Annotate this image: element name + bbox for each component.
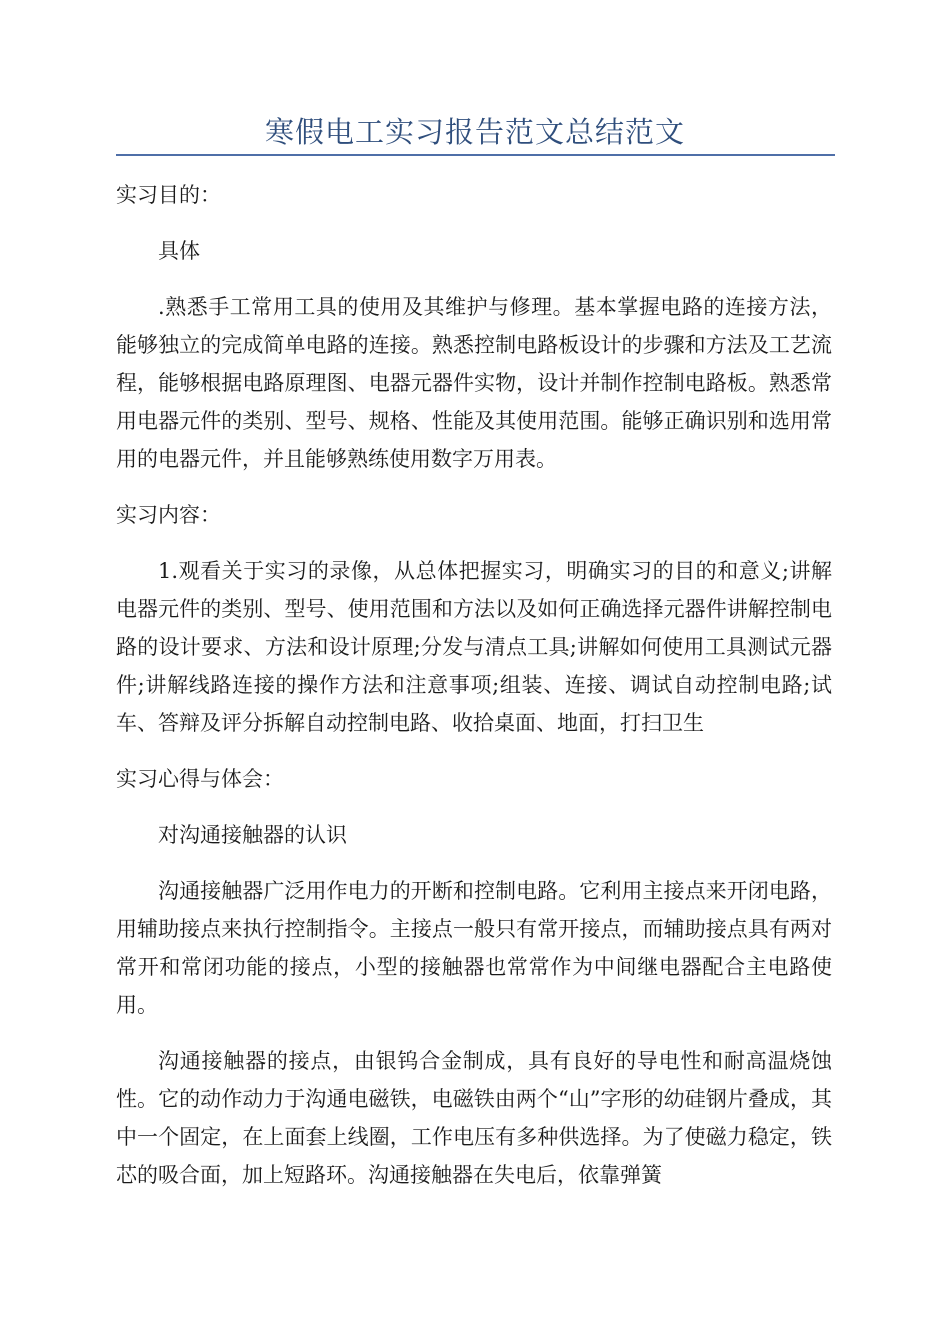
content-paragraph: 1.观看关于实习的录像，从总体把握实习，明确实习的目的和意义;讲解电器元件的类别、型号、使用范围和方法以及如何正确选择元器件讲解控制电路的设计要求、方法和设计原理;分发与清点工具;讲解如何使用工具测试元器件;讲解线路连接的操作方法和注意事项;组装、连接、调试自动控制电路;试车、答辩及评分拆解自动控制电路、收拾桌面、地面，打扫卫生 [116, 559, 832, 735]
experience-paragraph-1: 沟通接触器广泛用作电力的开断和控制电路。它利用主接点来开闭电路，用辅助接点来执行控制指令。主接点一般只有常开接点，而辅助接点具有两对常开和常闭功能的接点，小型的接触器也常常作为中间继电器配合主电路使用。 [116, 879, 832, 1017]
document-body [116, 176, 832, 1212]
section-heading-experience: 实习心得与体会： [116, 767, 284, 791]
document-title: 寒假电工实习报告范文总结范文 [264, 115, 685, 149]
goal-subheading: 具体 [158, 239, 200, 263]
goal-paragraph: .熟悉手工常用工具的使用及其维护与修理。基本掌握电路的连接方法，能够独立的完成简单电路的连接。熟悉控制电路板设计的步骤和方法及工艺流程，能够根据电路原理图、电器元器件实物，设计并制作控制电路板。熟悉常用电器元件的类别、型号、规格、性能及其使用范围。能够正确识别和选用常用的电器元件，并且能够熟练使用数字万用表。 [116, 295, 832, 471]
experience-subheading: 对沟通接触器的认识 [158, 823, 347, 847]
title-underline [116, 154, 835, 156]
section-heading-goal: 实习目的： [116, 183, 221, 207]
experience-paragraph-2: 沟通接触器的接点，由银钨合金制成，具有良好的导电性和耐高温烧蚀性。它的动作动力于沟通电磁铁，电磁铁由两个“山”字形的幼硅钢片叠成，其中一个固定，在上面套上线圈，工作电压有多种供选择。为了使磁力稳定，铁芯的吸合面，加上短路环。沟通接触器在失电后，依靠弹簧 [116, 1049, 832, 1187]
section-heading-content: 实习内容： [116, 503, 221, 527]
